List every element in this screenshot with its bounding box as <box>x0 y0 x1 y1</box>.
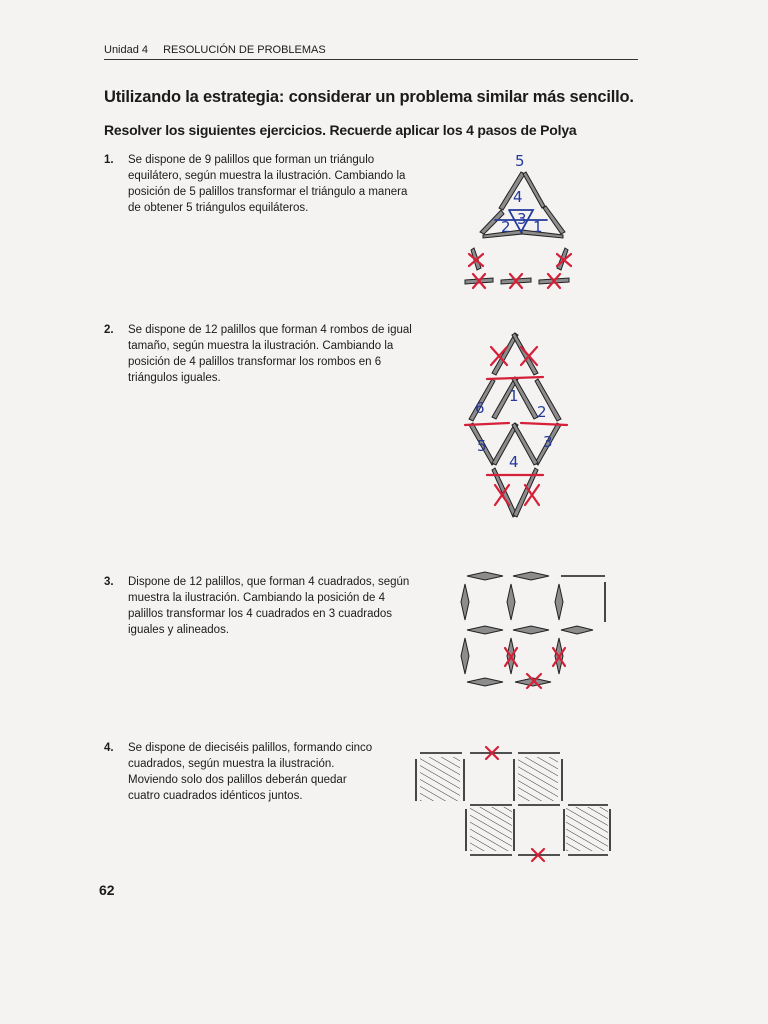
annotation-1: 1 <box>533 218 543 236</box>
hatched-square <box>420 757 460 801</box>
hatched-square <box>566 807 608 851</box>
exercise-number: 2. <box>104 324 114 336</box>
annotation-1: 1 <box>509 387 519 405</box>
five-squares-figure <box>408 745 618 870</box>
squares-figure <box>455 568 615 693</box>
page-header <box>104 44 638 60</box>
exercise-4 <box>104 740 374 804</box>
exercise-number: 4. <box>104 742 114 754</box>
stick <box>513 626 549 634</box>
annotation-4: 4 <box>509 453 519 471</box>
annotation-2: 2 <box>501 218 511 236</box>
annotation-5: 5 <box>515 152 525 170</box>
stick <box>467 678 503 686</box>
annotation-3: 3 <box>517 210 527 228</box>
page-title: Utilizando la estrategia: considerar un problema similar más sencillo. <box>104 88 634 106</box>
exercise-1 <box>104 152 414 216</box>
section-label: RESOLUCIÓN DE PROBLEMAS <box>163 44 326 56</box>
exercise-3 <box>104 574 414 638</box>
annotation-4: 4 <box>513 188 523 206</box>
stick <box>513 572 549 580</box>
exercise-number: 1. <box>104 154 114 166</box>
exercise-text: Se dispone de dieciséis palillos, formando cinco cuadrados, según muestra la ilustración. Moviendo solo dos palillos deberán quedar cuatro cuadrados idénticos juntos. <box>128 742 373 802</box>
red-line <box>521 423 567 425</box>
exercise-2 <box>104 322 414 386</box>
red-line <box>487 377 543 379</box>
stick <box>467 626 503 634</box>
stick <box>555 584 563 620</box>
exercise-text: Se dispone de 12 palillos que forman 4 rombos de igual tamaño, según muestra la ilustración. Cambiando la posición de 4 palillos transformar los rombos en 6 triángulos iguales. <box>128 324 412 384</box>
stick <box>467 572 503 580</box>
page-number: 62 <box>99 882 115 898</box>
annotation-3: 3 <box>543 433 553 451</box>
stick <box>461 584 469 620</box>
unit-label: Unidad 4 <box>104 44 149 56</box>
stick <box>461 638 469 674</box>
exercise-text: Se dispone de 9 palillos que forman un triángulo equilátero, según muestra la ilustración. Cambiando la posición de 5 palillos transformar el triángulo a manera de obtener 5 triángulos equiláteros. <box>128 154 408 214</box>
page-subtitle: Resolver los siguientes ejercicios. Recuerde aplicar los 4 pasos de Polya <box>104 122 577 138</box>
rhombus-figure <box>445 325 585 530</box>
annotation-2: 2 <box>537 403 547 421</box>
stick <box>512 333 538 375</box>
stick <box>507 584 515 620</box>
hatched-square <box>470 807 512 851</box>
exercise-number: 3. <box>104 576 114 588</box>
exercise-text: Dispone de 12 palillos, que forman 4 cuadrados, según muestra la ilustración. Cambiando la posición de 4 palillos transformar los 4 cuadrados en 3 cuadrados iguales y alineados. <box>128 576 410 636</box>
annotation-6: 6 <box>475 399 485 417</box>
hatched-square <box>518 757 558 801</box>
annotation-5: 5 <box>477 437 487 455</box>
triangle-figure <box>455 150 585 300</box>
stick <box>561 626 593 634</box>
stick <box>523 172 545 208</box>
